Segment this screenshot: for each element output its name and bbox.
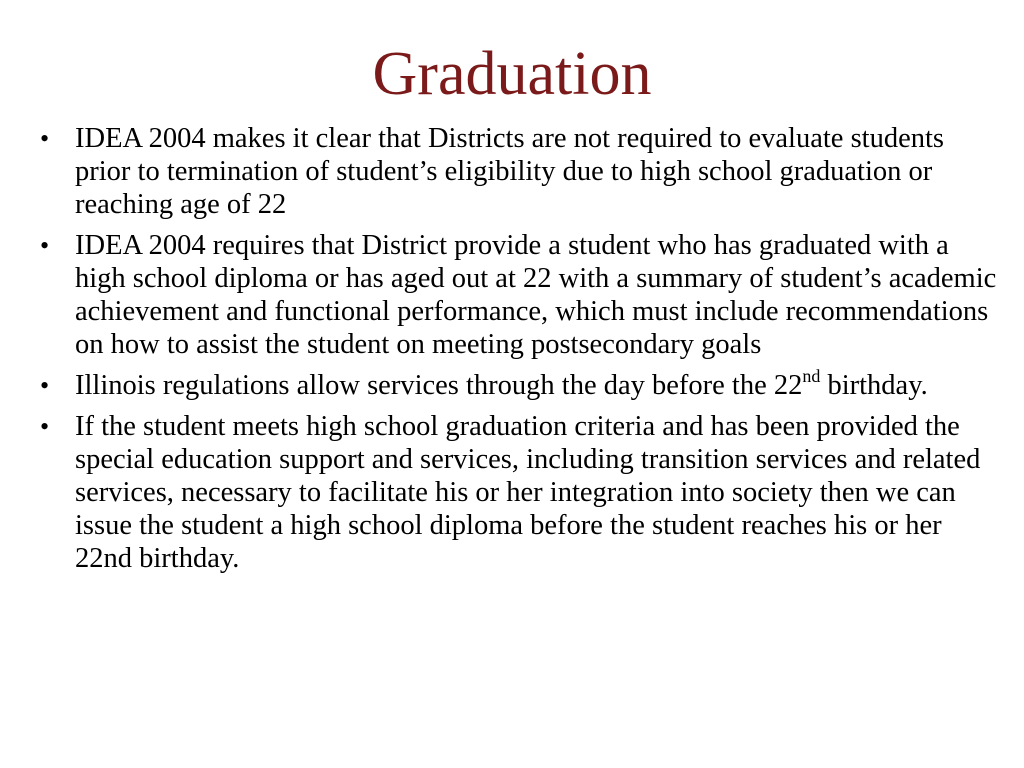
bullet-item: [38, 410, 998, 575]
bullet-dot-icon: •: [40, 231, 50, 260]
bullet-item: [38, 229, 998, 361]
bullet-text: [75, 365, 928, 401]
bullet-list: [38, 122, 998, 583]
bullet-dot-icon: •: [40, 412, 50, 441]
bullet-dot-icon: •: [40, 371, 50, 400]
bullet-text-part: Illinois regulations allow services through the day before the 22: [75, 370, 803, 401]
bullet-item: [38, 365, 998, 402]
ordinal-superscript: nd: [802, 365, 821, 386]
bullet-dot-icon: •: [40, 124, 50, 153]
bullet-item: [38, 122, 998, 221]
bullet-text: IDEA 2004 makes it clear that Districts are not required to evaluate students prior to termination of student’s eligibility due to high school graduation or reaching age of 22: [75, 123, 944, 220]
bullet-text: IDEA 2004 requires that District provide a student who has graduated with a high school diploma or has aged out at 22 with a summary of student’s academic achievement and functional performance, which must include recommendations on how to assist the student on meeting postsecondary goals: [75, 230, 997, 360]
bullet-text: If the student meets high school graduation criteria and has been provided the special education support and services, including transition services and related services, necessary to facilitate his or her integration into society then we can issue the student a high school diploma before the student reaches his or her 22nd birthday.: [75, 411, 981, 574]
bullet-text-part: birthday.: [820, 370, 928, 401]
slide-title: Graduation: [372, 40, 652, 108]
